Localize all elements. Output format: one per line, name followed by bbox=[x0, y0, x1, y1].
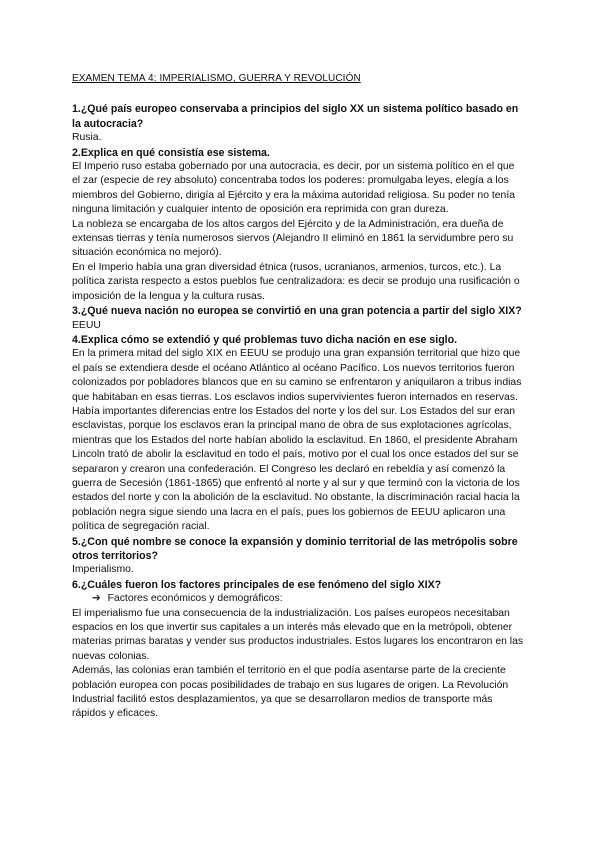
answer-5: Imperialismo. bbox=[72, 564, 134, 576]
exam-page bbox=[72, 72, 524, 722]
answer-3: EEUU bbox=[72, 319, 101, 331]
answer-2-paragraph: En el Imperio había una gran diversidad étnica (rusos, ucranianos, armenios, turcos, etc.). La política zarista respecto a estos pueblos fue centralizadora: es decir se produjo una rusificación o imposición de la lengua y la cultura rusas. bbox=[72, 261, 520, 302]
question-6: 6.¿Cuáles fueron los factores principales de ese fenómeno del siglo XIX? bbox=[72, 578, 442, 591]
question-5: 5.¿Con qué nombre se conoce la expansión y dominio territorial de las metrópolis sobre otros territorios? bbox=[72, 535, 518, 562]
answer-2-paragraph: La nobleza se encargaba de los altos cargos del Ejército y de la Administración, era dueña de extensas tierras y tenía numerosos siervos (Alejandro II eliminó en 1861 la servidumbre pero su situación económica no mejoró). bbox=[72, 218, 514, 259]
answer-6-paragraph: Además, las colonias eran también el territorio en el que podía asentarse parte de la creciente población europea con pocas posibilidades de trabajo en sus lugares de origen. La Revolución Industrial facilitó estos desplazamientos, ya que se desarrollaron medios de transporte más rápidos y eficaces. bbox=[72, 665, 509, 720]
exam-title: EXAMEN TEMA 4: IMPERIALISMO, GUERRA Y REVOLUCIÓN bbox=[72, 73, 361, 84]
answer-4-paragraph: Había importantes diferencias entre los Estados del norte y los del sur. Los Estados del sur eran esclavistas, porque los esclavos eran la principal mano de obra de sus explotaciones agrícolas, mientras que los Estados del norte habían abolido la esclavitud. En 1860, el presidente Abraham Lincoln trató de abolir la esclavitud en todo el país, motivo por el cual los once estados del sur se separaron y crearon una confederación. El Congreso les declaró en rebeldía y así comenzó la guerra de Secesión (1861-1865) que enfrentó al norte y al sur y que terminó con la victoria de los estados del norte y con la abolición de la esclavitud. No obstante, la discriminación racial hacia la población negra sigue siendo una lacra en el país, pues los gobiernos de EEUU aplicaron una política de segregación racial. bbox=[72, 405, 520, 533]
question-4: 4.Explica cómo se extendió y qué problemas tuvo dicha nación en ese siglo. bbox=[72, 333, 458, 346]
arrow-icon: ➔ bbox=[92, 593, 101, 605]
bullet-text: Factores económicos y demográficos: bbox=[107, 593, 283, 605]
answer-2-paragraph: El Imperio ruso estaba gobernado por una autocracia, es decir, por un sistema político en el que el zar (especie de rey absoluto) concentraba todos los poderes: promulgaba leyes, elegía a los miembros del Gobierno, dirigía al Ejército y era la máxima autoridad religiosa. Su poder no tenía ninguna limitación y cualquier intento de oposición era reprimida con gran dureza. bbox=[72, 161, 515, 216]
answer-1: Rusia. bbox=[72, 132, 102, 144]
answer-6-paragraph: El imperialismo fue una consecuencia de la industrialización. Los países europeos necesitaban espacios en los que invertir sus capitales a un interés más elevado que en la metrópoli, obtener materias primas baratas y vender sus productos industriales. Estos lugares los encontraron en las nuevas colonias. bbox=[72, 607, 524, 662]
answer-4-paragraph: En la primera mitad del siglo XIX en EEUU se produjo una gran expansión territorial que hizo que el país se extendiera desde el océano Atlántico al océano Pacífico. Los nuevos territorios fueron colonizados por pobladores blancos que en su camino se enfrentaron y aniquilaron a tribus indias que habitaban en esas tierras. Los esclavos indios supervivientes fueron internados en reservas. bbox=[72, 348, 522, 403]
question-1: 1.¿Qué país europeo conservaba a principios del siglo XX un sistema político basado en la autocracia? bbox=[72, 103, 519, 130]
bullet-item bbox=[72, 592, 524, 606]
question-2: 2.Explica en qué consistía ese sistema. bbox=[72, 146, 270, 159]
question-3: 3.¿Qué nueva nación no europea se convirtió en una gran potencia a partir del siglo XIX? bbox=[72, 305, 522, 318]
